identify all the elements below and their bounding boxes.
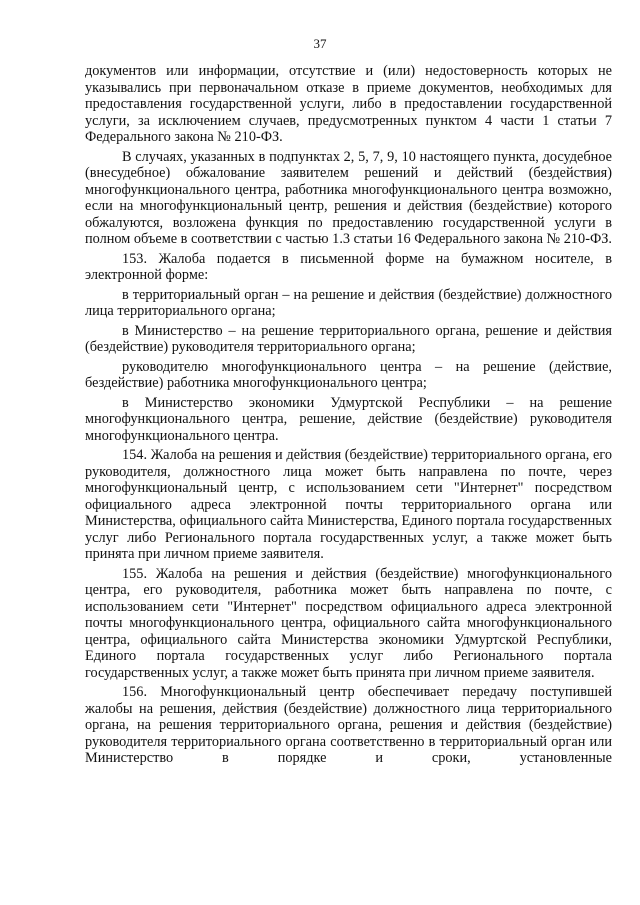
paragraph-153: 153. Жалоба подается в письменной форме на бумажном носителе, в электронной форме: [85, 250, 612, 283]
page-number: 37 [313, 36, 327, 51]
list-item-economy-ministry: в Министерство экономики Удмуртской Республики – на решение многофункционального центра, решение, действие (бездействие) руководителя многофункционального центра. [85, 394, 612, 444]
list-item-mfc-head: руководителю многофункционального центра – на решение (действие, бездействие) работника многофункционального центра; [85, 358, 612, 391]
paragraph-156: 156. Многофункциональный центр обеспечивает передачу поступившей жалобы на решения, действия (бездействие) должностного лица территориального органа, на решения территориального органа, решения и действия (бездействие) руководителя территориального органа соответственно в территориальный орган или Министерство в порядке и сроки, установленные [85, 684, 612, 766]
document-body [85, 63, 612, 770]
paragraph-154: 154. Жалоба на решения и действия (бездействие) территориального органа, его руководителя, должностного лица может быть направлена по почте, через многофункциональный центр, с использованием сети "Интернет" посредством официального адреса электронной почты территориального органа или Министерства, официального сайта Министерства, Единого портала государственных услуг либо Регионального портала государственных услуг, а также может быть принята при личном приеме заявителя. [85, 447, 612, 562]
paragraph-155: 155. Жалоба на решения и действия (бездействие) многофункционального центра, его руководителя, работника может быть направлена по почте, с использованием сети "Интернет" посредством официального адреса электронной почты многофункционального центра, официального сайта многофункционального центра, официального сайта Министерства экономики Удмуртской Республики, Единого портала государственных услуг либо Регионального портала государственных услуг, а также может быть принята при личном приеме заявителя. [85, 565, 612, 681]
paragraph-continued: документов или информации, отсутствие и (или) недостоверность которых не указывались при первоначальном отказе в приеме документов, необходимых для предоставления государственной услуги, либо в предоставлении государственной услуги, за исключением случаев, предусмотренных пунктом 4 части 1 статьи 7 Федерального закона № 210-ФЗ. [85, 63, 612, 145]
paragraph-cases-appeal: В случаях, указанных в подпунктах 2, 5, 7, 9, 10 настоящего пункта, досудебное (внесудебное) обжалование заявителем решений и действий (бездействия) многофункционального центра, работника многофункционального центра возможно, если на многофункциональный центр, решения и действия (бездействие) которого обжалуются, возложена функция по предоставлению государственной услуги в полном объеме в соответствии с частью 1.3 статьи 16 Федерального закона № 210-ФЗ. [85, 148, 612, 247]
list-item-territorial-body: в территориальный орган – на решение и действия (бездействие) должностного лица территориального органа; [85, 286, 612, 319]
list-item-ministry: в Министерство – на решение территориального органа, решение и действия (бездействие) руководителя территориального органа; [85, 322, 612, 355]
